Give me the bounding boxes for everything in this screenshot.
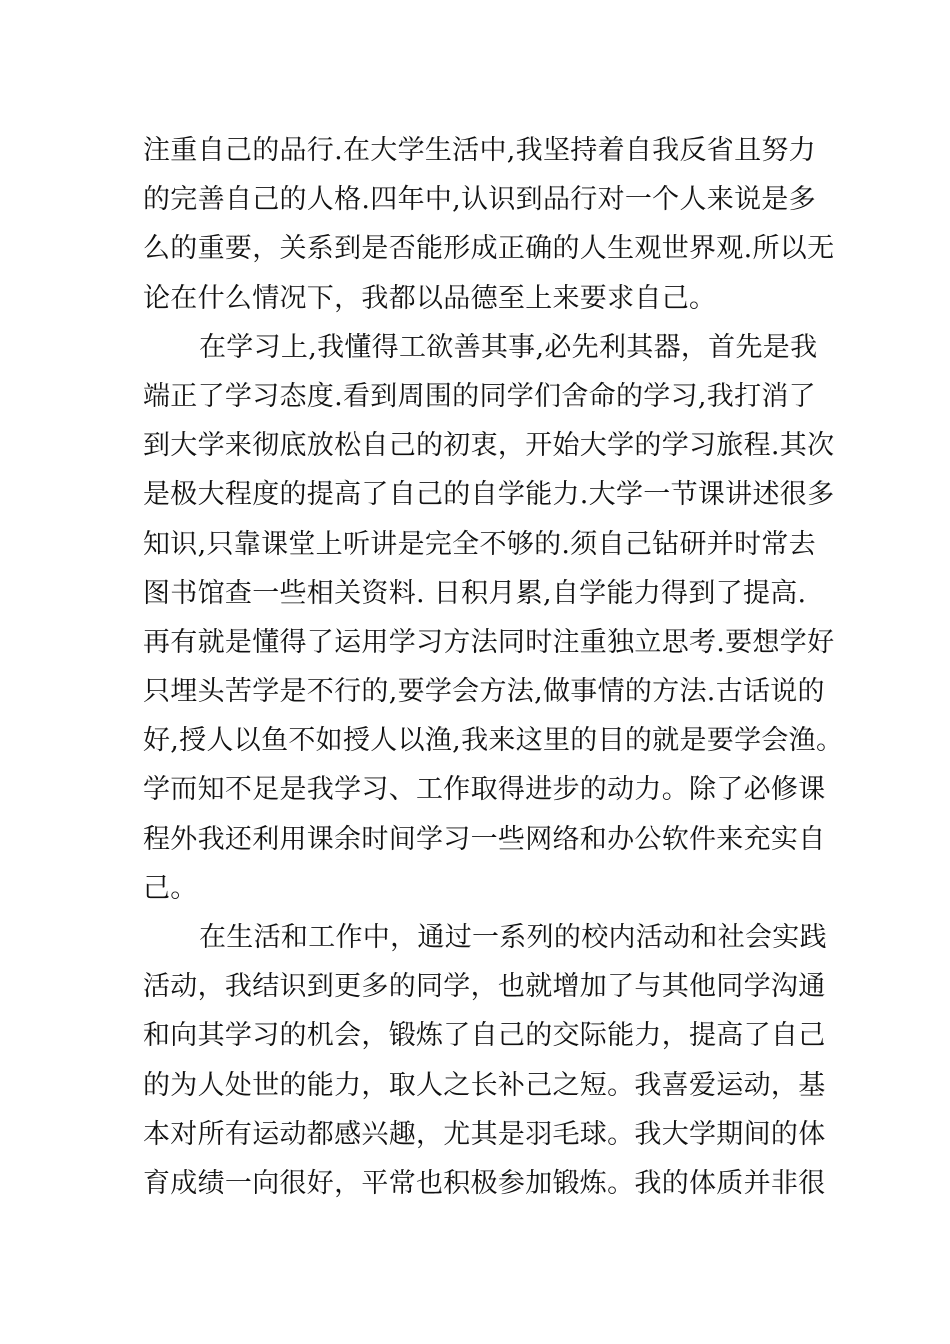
- text-line: 程外我还利用课余时间学习一些网络和办公软件来充实自: [143, 823, 826, 855]
- text-line: 么的重要，关系到是否能形成正确的人生观世界观.所以无: [143, 233, 835, 265]
- text-line: 的为人处世的能力，取人之长补己之短。我喜爱运动，基: [143, 1069, 826, 1101]
- text-line: 己。: [143, 872, 198, 904]
- body-text: [143, 126, 843, 1208]
- text-line: 端正了学习态度.看到周围的同学们舍命的学习,我打消了: [143, 380, 816, 412]
- text-line: 活动，我结识到更多的同学，也就增加了与其他同学沟通: [143, 971, 826, 1003]
- text-line: 再有就是懂得了运用学习方法同时注重独立思考.要想学好: [143, 626, 835, 658]
- text-line: 只埋头苦学是不行的,要学会方法,做事情的方法.古话说的: [143, 676, 825, 708]
- text-line: 本对所有运动都感兴趣，尤其是羽毛球。我大学期间的体: [143, 1118, 826, 1150]
- text-line: 和向其学习的机会，锻炼了自己的交际能力，提高了自己: [143, 1020, 826, 1052]
- text-line: 论在什么情况下，我都以品德至上来要求自己。: [143, 282, 717, 314]
- text-line: 学而知不足是我学习、工作取得进步的动力。除了必修课: [143, 774, 826, 806]
- text-line: 好,授人以鱼不如授人以渔,我来这里的目的就是要学会渔。: [143, 725, 844, 757]
- text-line: 育成绩一向很好，平常也积极参加锻炼。我的体质并非很: [143, 1167, 826, 1199]
- text-line: 是极大程度的提高了自己的自学能力.大学一节课讲述很多: [143, 479, 835, 511]
- text-line: 图书馆查一些相关资料. 日积月累,自学能力得到了提高.: [143, 577, 807, 609]
- text-line: 的完善自己的人格.四年中,认识到品行对一个人来说是多: [143, 184, 816, 216]
- text-line: 知识,只靠课堂上听讲是完全不够的.须自己钻研并时常去: [143, 528, 816, 560]
- paragraph-start-line: 在学习上,我懂得工欲善其事,必先利其器，首先是我: [199, 331, 818, 363]
- paragraph-start-line: 在生活和工作中，通过一系列的校内活动和社会实践: [199, 922, 827, 953]
- text-line: 到大学来彻底放松自己的初衷，开始大学的学习旅程.其次: [143, 430, 835, 462]
- text-line: 注重自己的品行.在大学生活中,我坚持着自我反省且努力: [143, 135, 816, 166]
